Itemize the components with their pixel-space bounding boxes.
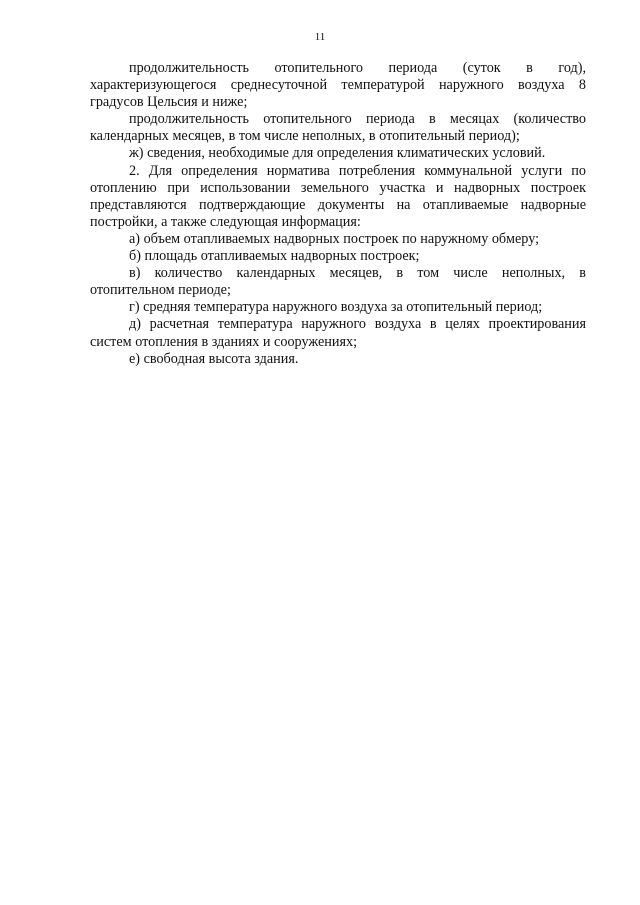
paragraph-item-e-building-height: е) свободная высота здания. [129, 350, 299, 367]
paragraph-item-b-area: б) площадь отапливаемых надворных построек; [129, 248, 420, 265]
paragraph-heating-period-days: продолжительность отопительного периода (суток в год), характеризующегося среднесуточной температурой наружного воздуха 8 градусов Цельсия и ниже; [90, 60, 586, 111]
document-body [90, 60, 586, 368]
page-number: 11 [314, 31, 326, 43]
paragraph-item-g-avg-temperature: г) средняя температура наружного воздуха за отопительный период; [129, 299, 543, 316]
paragraph-item-d-design-temperature: д) расчетная температура наружного воздуха в целях проектирования систем отопления в зданиях и сооружениях; [90, 316, 586, 350]
paragraph-section-2: 2. Для определения норматива потребления коммунальной услуги по отоплению при использовании земельного участка и надворных построек представляются подтверждающие документы на отапливаемые надворные постройки, а также следующая информация: [90, 162, 586, 230]
paragraph-item-v-months: в) количество календарных месяцев, в том числе неполных, в отопительном периоде; [90, 265, 586, 299]
paragraph-item-zh-climate: ж) сведения, необходимые для определения климатических условий. [129, 145, 546, 162]
paragraph-heating-period-months: продолжительность отопительного периода в месяцах (количество календарных месяцев, в том числе неполных, в отопительный период); [90, 111, 586, 145]
paragraph-item-a-volume: а) объем отапливаемых надворных построек по наружному обмеру; [129, 230, 540, 247]
